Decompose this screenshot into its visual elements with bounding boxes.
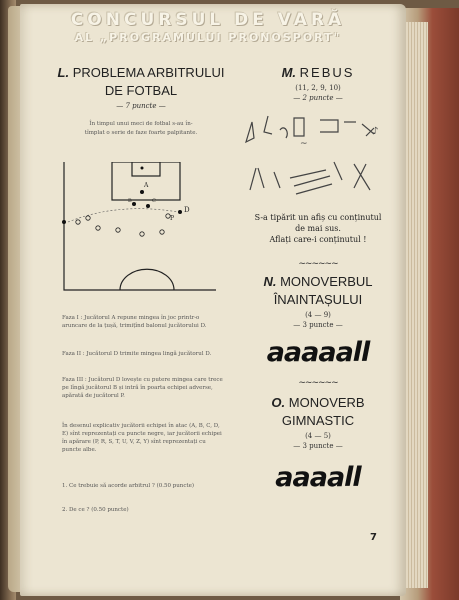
header-title: CONCURSUL DE VARĂ bbox=[70, 10, 346, 30]
rebus-caption-line2: de mai sus. bbox=[295, 224, 341, 233]
defender-dot-5 bbox=[160, 230, 164, 234]
magazine-page bbox=[20, 4, 406, 596]
page-number: 7 bbox=[370, 532, 377, 543]
rebus-title bbox=[234, 64, 402, 82]
right-column bbox=[234, 64, 402, 493]
defender-dot-7 bbox=[86, 216, 90, 220]
rebus-number: M. bbox=[281, 65, 297, 80]
intro-line1: În timpul unui meci de fotbal s-au în- bbox=[89, 121, 193, 127]
intro-line2: tîmplat o serie de faze foarte palpitante. bbox=[84, 130, 198, 136]
field-label-p: P bbox=[170, 215, 175, 222]
monoverb-n-number: N. bbox=[263, 274, 277, 289]
problem-l-title-line1: PROBLEMA ARBITRULUI bbox=[72, 65, 225, 80]
legend-note-text: În desenul explicativ jucătorii echipei în atac (A, B, C, D, E) sînt reprezentați cu puncte negre, iar jucătorii echipei în apărare (P, R, S, T, U, V, Z, Y) sînt reprezentați cu puncte albe. bbox=[62, 423, 222, 453]
defender-dot-3 bbox=[116, 228, 120, 232]
monoverb-o-sub: (4 — 5) bbox=[305, 432, 331, 440]
field-label-a: A bbox=[144, 182, 149, 189]
player-dot-b bbox=[132, 202, 136, 206]
header-subtitle: AL „PROGRAMULUI PRONOSPORT" bbox=[74, 31, 342, 44]
defender-dot-4 bbox=[140, 232, 144, 236]
monoverb-n-title-line1: MONOVERBUL bbox=[280, 274, 373, 289]
monoverb-o-title-text: MONOVERB GIMNASTIC bbox=[281, 395, 365, 428]
player-dot-e bbox=[178, 210, 182, 214]
monoverb-o-number: O. bbox=[271, 395, 286, 410]
monoverb-o-word: aaaall bbox=[275, 462, 361, 493]
monoverb-o-points: — 3 puncte — bbox=[293, 442, 343, 450]
player-dot-a bbox=[140, 190, 144, 194]
svg-text:~: ~ bbox=[300, 139, 308, 149]
rebus-image bbox=[234, 102, 402, 212]
field-label-b: B bbox=[128, 198, 132, 204]
monoverb-n-title bbox=[234, 273, 402, 309]
question-1-text: 1. Ce trebuie să acorde arbitrul ? (0.50 puncte) bbox=[62, 483, 195, 489]
problem-l-title bbox=[56, 64, 226, 100]
page-header bbox=[58, 10, 358, 44]
monoverb-o-title bbox=[234, 394, 402, 430]
monoverb-n-title-line2: ÎNAINTAȘULUI bbox=[273, 292, 363, 307]
monoverb-n-sub: (4 — 9) bbox=[305, 311, 331, 319]
player-dot-d bbox=[62, 220, 66, 224]
problem-l-intro bbox=[56, 120, 226, 138]
rebus-caption bbox=[234, 212, 402, 245]
right-page-stack bbox=[400, 8, 459, 600]
question-2-text: 2. De ce ? (0.50 puncte) bbox=[62, 507, 129, 513]
rebus-points: — 2 puncte — bbox=[293, 94, 343, 102]
rebus-caption-line3: Aflați care-i conținutul ! bbox=[269, 235, 367, 244]
problem-l-number: L. bbox=[57, 65, 70, 80]
defender-dot-2 bbox=[96, 226, 100, 230]
rebus-title-text: REBUS bbox=[299, 65, 355, 80]
rebus-caption-line1: S-a tipărit un afiș cu conținutul bbox=[254, 213, 382, 222]
svg-text:♪: ♪ bbox=[372, 126, 379, 137]
separator-2: ~~~~~~ bbox=[298, 378, 338, 388]
player-dot-c bbox=[146, 204, 150, 208]
monoverb-n-points: — 3 puncte — bbox=[293, 321, 343, 329]
defender-dot-1 bbox=[76, 220, 80, 224]
player-dot-goal bbox=[141, 167, 144, 170]
faza-1-text: Faza I : Jucătorul A repune mingea în joc printr-o aruncare de la țușă, trimițînd balonul jucătorului D. bbox=[62, 315, 207, 329]
field-label-d: D bbox=[184, 206, 190, 214]
separator-1: ~~~~~~ bbox=[298, 259, 338, 269]
field-label-c: C bbox=[152, 198, 156, 204]
problem-l-title-line2: DE FOTBAL bbox=[104, 83, 178, 98]
problem-l-column bbox=[56, 64, 226, 138]
faza-3-text: Faza III : Jucătorul D lovește cu putere mingea care trece pe lîngă jucătorul B și intră în poarta echipei adverse, apărată de jucătorul P. bbox=[62, 377, 223, 399]
faza-2-text: Faza II : Jucătorul D trimite mingea lingă jucătorul D. bbox=[62, 351, 212, 357]
rebus-sub: (11, 2, 9, 10) bbox=[295, 84, 341, 92]
football-field-diagram bbox=[58, 162, 218, 302]
monoverb-n-word: aaaaall bbox=[266, 337, 370, 368]
problem-l-points: — 7 puncte — bbox=[116, 102, 166, 110]
